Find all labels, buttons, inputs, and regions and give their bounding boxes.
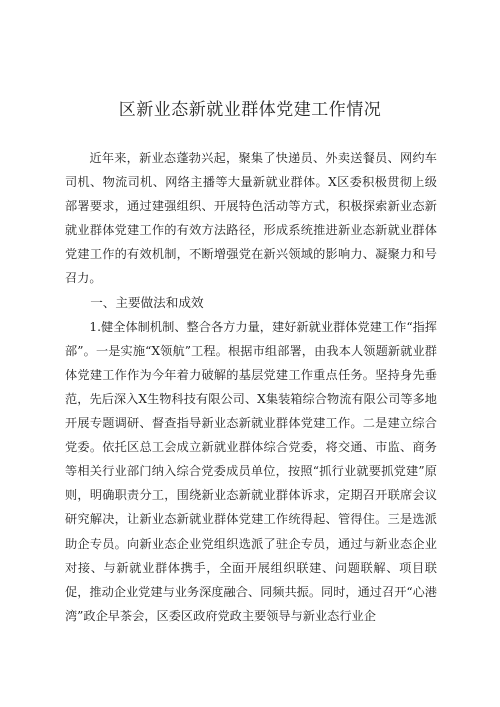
document-body: [65, 146, 437, 628]
document-title: 区新业态新就业群体党建工作情况: [118, 100, 382, 120]
intro-paragraph: 近年来，新业态蓬勃兴起，聚集了快递员、外卖送餐员、网约车司机、物流司机、网络主播等大量新就业群体。X区委积极贯彻上级部署要求，通过建强组织、开展特色活动等方式，积极探索新业态新就业群体党建工作的有效方法路径，形成系统推进新业态新就业群体党建工作的有效机制，不断增强党在新兴领域的影响力、凝聚力和号召力。: [65, 151, 437, 286]
section-paragraph: 1.健全体制机制、整合各方力量，建好新就业群体党建工作“指挥部”。一是实施“X领航”工程。根据市组部署，由我本人领题新就业群体党建工作作为今年着力破解的基层党建工作重点任务。坚持身先垂范，先后深入X生物科技有限公司、X集装箱综合物流有限公司等多地开展专题调研、督查指导新业态新就业群体党建工作。二是建立综合党委。依托区总工会成立新就业群体综合党委，将交通、市监、商务等相关行业部门纳入综合党委成员单位，按照“抓行业就要抓党建”原则，明确职责分工，围绕新业态新就业群体诉求，定期召开联席会议研究解决，让新业态新就业群体党建工作统得起、管得住。三是选派助企专员。向新业态企业党组织选派了驻企专员，通过与新业态企业对接、与新就业群体携手，全面开展组织联建、问题联解、项目联促，推动企业党建与业务深度融合、同频共振。同时，通过召开“心港湾”政企早茶会，区委区政府党政主要领导与新业态行业企: [65, 319, 437, 623]
section-heading: 一、主要做法和成效: [90, 294, 204, 310]
